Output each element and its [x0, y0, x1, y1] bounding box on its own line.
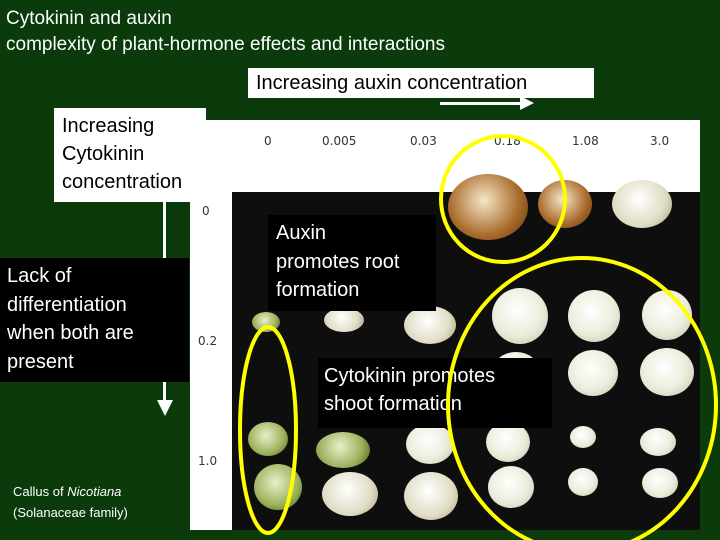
auxin-tick-4: 1.08 [572, 134, 599, 148]
shoot-highlight-ellipse-narrow [240, 327, 296, 533]
lack-line-4: present [7, 350, 74, 373]
auxin-root-line-1: Auxin [276, 222, 327, 244]
photo-caption [13, 481, 128, 523]
caption-genus: Nicotiana [67, 484, 122, 499]
cytokinin-tick-0: 0 [202, 204, 210, 218]
auxin-concentration-label: Increasing auxin concentration [248, 68, 594, 98]
cyto-shoot-line-1: Cytokinin promotes [324, 365, 496, 387]
auxin-root-line-3: formation [276, 279, 360, 301]
cyto-shoot-line-2: shoot formation [324, 393, 462, 415]
title-line-1: Cytokinin and auxin [6, 8, 172, 29]
cytokinin-label-line-3: concentration [62, 171, 183, 193]
auxin-tick-5: 3.0 [650, 134, 670, 148]
root-highlight-circle [441, 136, 565, 262]
auxin-tick-0: 0 [264, 134, 272, 148]
lack-line-3: when both are [7, 322, 134, 344]
cytokinin-tick-1: 0.2 [198, 334, 218, 348]
title-line-2: complexity of plant-hormone effects and interactions [6, 34, 445, 55]
lack-line-2: differentiation [7, 293, 127, 316]
cytokinin-label-line-1: Increasing [62, 115, 155, 137]
lack-line-1: Lack of [7, 265, 72, 287]
auxin-root-line-2: promotes root [276, 250, 400, 273]
caption-prefix: Callus of [13, 484, 68, 499]
caption-family: (Solanaceae family) [13, 505, 128, 520]
caption-line-1 [13, 481, 128, 502]
cytokinin-tick-2: 1.0 [198, 454, 218, 468]
shoot-highlight-ellipse-large [448, 258, 716, 540]
auxin-tick-2: 0.03 [410, 134, 437, 148]
auxin-tick-1: 0.005 [322, 134, 357, 148]
cytokinin-label-line-2: Cytokinin [62, 143, 145, 165]
auxin-tick-3: 0.18 [494, 134, 521, 148]
